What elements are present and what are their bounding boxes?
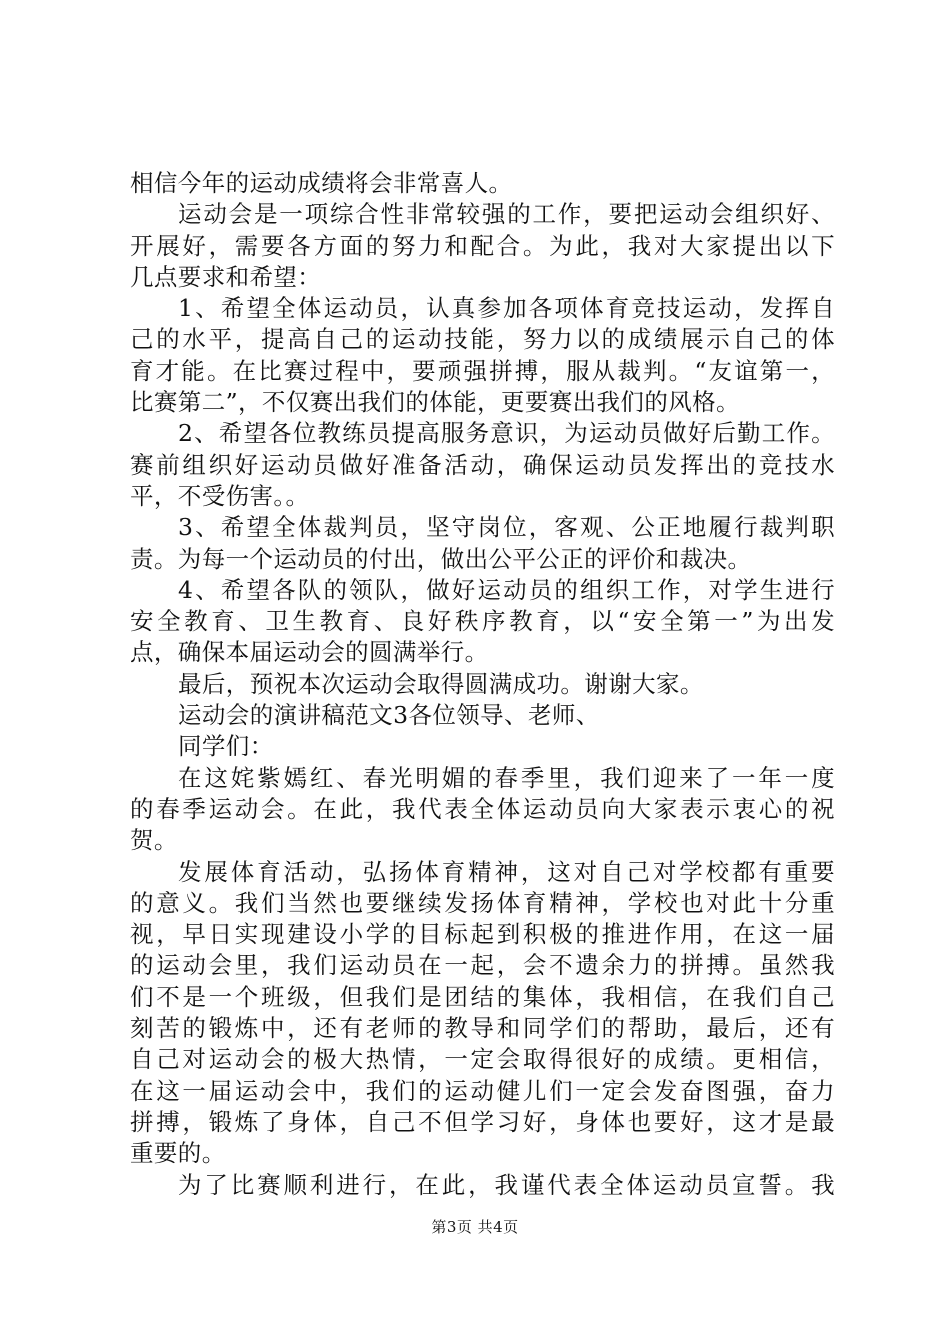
text-line: 贺。 [130,826,178,855]
text-line: 4、希望各队的领队，做好运动员的组织工作，对学生进行 [178,575,835,604]
text-line: 2、希望各位教练员提高服务意识，为运动员做好后勤工作。 [178,419,835,448]
text-line: 重要的。 [130,1139,226,1168]
text-line: 运动会是一项综合性非常较强的工作，要把运动会组织好、 [178,200,835,229]
text-line: 最后，预祝本次运动会取得圆满成功。谢谢大家。 [178,669,704,698]
text-line: 比赛第二”，不仅赛出我们的体能，更要赛出我们的风格。 [130,388,740,417]
text-line: 的运动会里，我们运动员在一起，会不遗余力的拼搏。虽然我 [130,951,835,980]
text-line: 开展好，需要各方面的努力和配合。为此，我对大家提出以下 [130,231,835,260]
page-footer: 第3页 共4页 [431,1218,519,1236]
text-line: 安全教育、卫生教育、良好秩序教育，以“安全第一”为出发 [130,607,835,636]
text-line: 同学们： [178,732,274,761]
text-line: 在这姹紫嫣红、春光明媚的春季里，我们迎来了一年一度 [178,763,835,792]
text-line: 责。为每一个运动员的付出，做出公平公正的评价和裁决。 [130,544,752,573]
text-line: 发展体育活动，弘扬体育精神，这对自己对学校都有重要 [178,857,835,886]
text-line: 3、希望全体裁判员，坚守岗位，客观、公正地履行裁判职 [178,513,835,542]
text-line: 自己对运动会的极大热情，一定会取得很好的成绩。更相信， [130,1045,835,1074]
text-line: 相信今年的运动成绩将会非常喜人。 [130,169,513,197]
text-line: 点，确保本届运动会的圆满举行。 [130,638,489,667]
text-line: 1、希望全体运动员，认真参加各项体育竞技运动，发挥自 [178,294,835,323]
text-line: 赛前组织好运动员做好准备活动，确保运动员发挥出的竞技水 [130,450,835,479]
text-line: 运动会的演讲稿范文3各位领导、老师、 [178,701,600,730]
text-line: 育才能。在比赛过程中，要顽强拼搏，服从裁判。“友谊第一， [130,356,835,385]
text-line: 刻苦的锻炼中，还有老师的教导和同学们的帮助，最后，还有 [130,1014,835,1043]
text-line: 为了比赛顺利进行，在此，我谨代表全体运动员宣誓。我 [178,1170,835,1199]
text-line: 己的水平，提高自己的运动技能，努力以的成绩展示自己的体 [130,325,835,354]
text-line: 平，不受伤害。。 [130,481,310,510]
text-line: 视，早日实现建设小学的目标起到积极的推进作用，在这一届 [130,920,835,949]
text-line: 们不是一个班级，但我们是团结的集体，我相信，在我们自己 [130,982,835,1011]
text-line: 在这一届运动会中，我们的运动健儿们一定会发奋图强，奋力 [130,1076,835,1105]
text-line: 拼搏，锻炼了身体，自己不但学习好，身体也要好，这才是最 [130,1107,835,1136]
text-line: 几点要求和希望： [130,262,322,291]
text-line: 的春季运动会。在此，我代表全体运动员向大家表示衷心的祝 [130,794,835,823]
text-line: 的意义。我们当然也要继续发扬体育精神，学校也对此十分重 [130,888,835,917]
document-body [130,168,835,1201]
